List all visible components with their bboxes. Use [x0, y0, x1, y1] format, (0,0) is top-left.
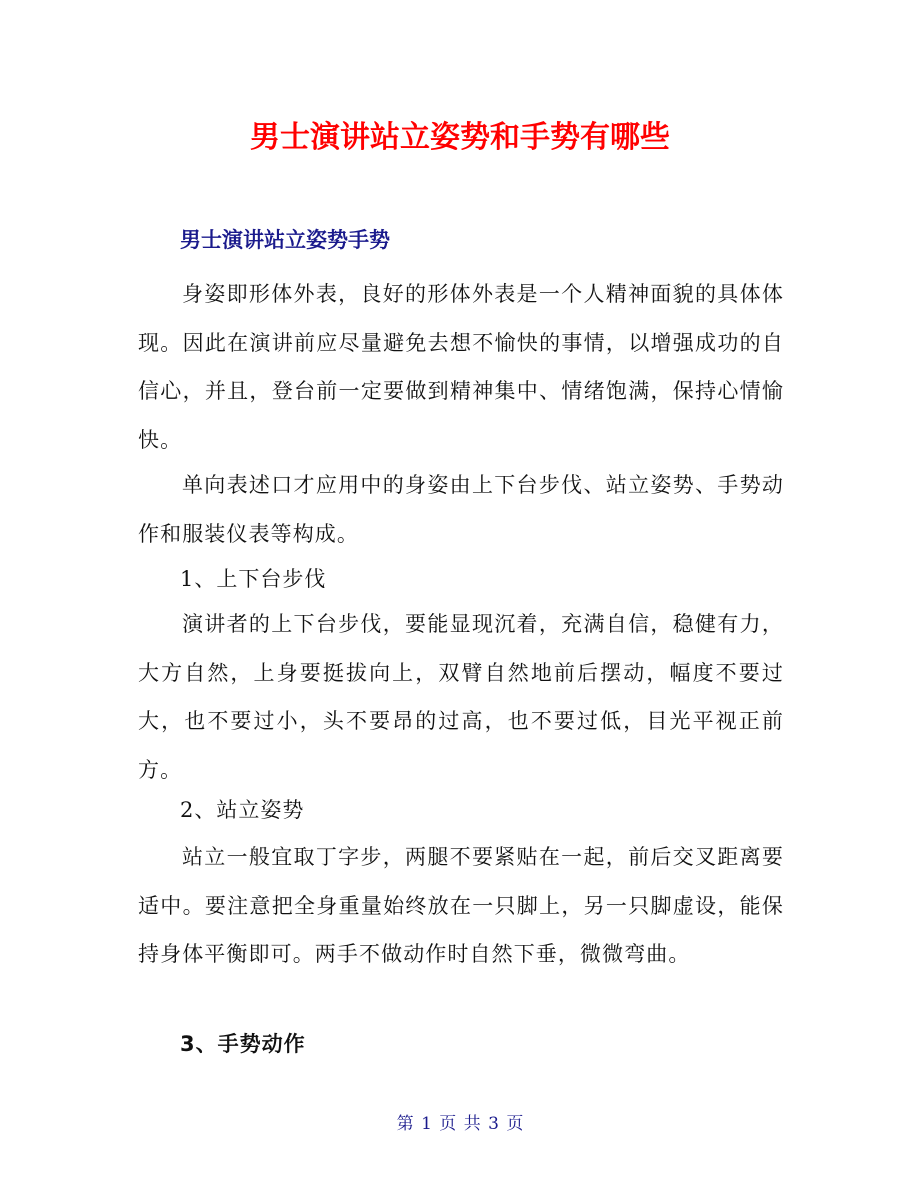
- document-subtitle: 男士演讲站立姿势手势: [180, 228, 390, 252]
- section-heading-standing: 2、站立姿势: [180, 798, 305, 822]
- paragraph-composition: 单向表述口才应用中的身姿由上下台步伐、站立姿势、手势动作和服装仪表等构成。: [138, 473, 784, 546]
- page-title: 男士演讲站立姿势和手势有哪些: [250, 120, 670, 155]
- section-heading-steps: 1、上下台步伐: [180, 567, 327, 591]
- section-heading-gestures: 3、手势动作: [180, 1032, 306, 1056]
- page-footer: 第 1 页 共 3 页: [396, 1114, 524, 1134]
- section-text-standing: 站立一般宜取丁字步，两腿不要紧贴在一起，前后交叉距离要适中。要注意把全身重量始终放在一只脚上，另一只脚虚设，能保持身体平衡即可。两手不做动作时自然下垂，微微弯曲。: [138, 845, 784, 966]
- paragraph-intro: 身姿即形体外表，良好的形体外表是一个人精神面貌的具体体现。因此在演讲前应尽量避免去想不愉快的事情，以增强成功的自信心，并且，登台前一定要做到精神集中、情绪饱满，保持心情愉快。: [138, 282, 784, 452]
- section-text-steps: 演讲者的上下台步伐，要能显现沉着，充满自信，稳健有力，大方自然，上身要挺拔向上，双臂自然地前后摆动，幅度不要过大，也不要过小，头不要昂的过高，也不要过低，目光平视正前方。: [138, 612, 784, 782]
